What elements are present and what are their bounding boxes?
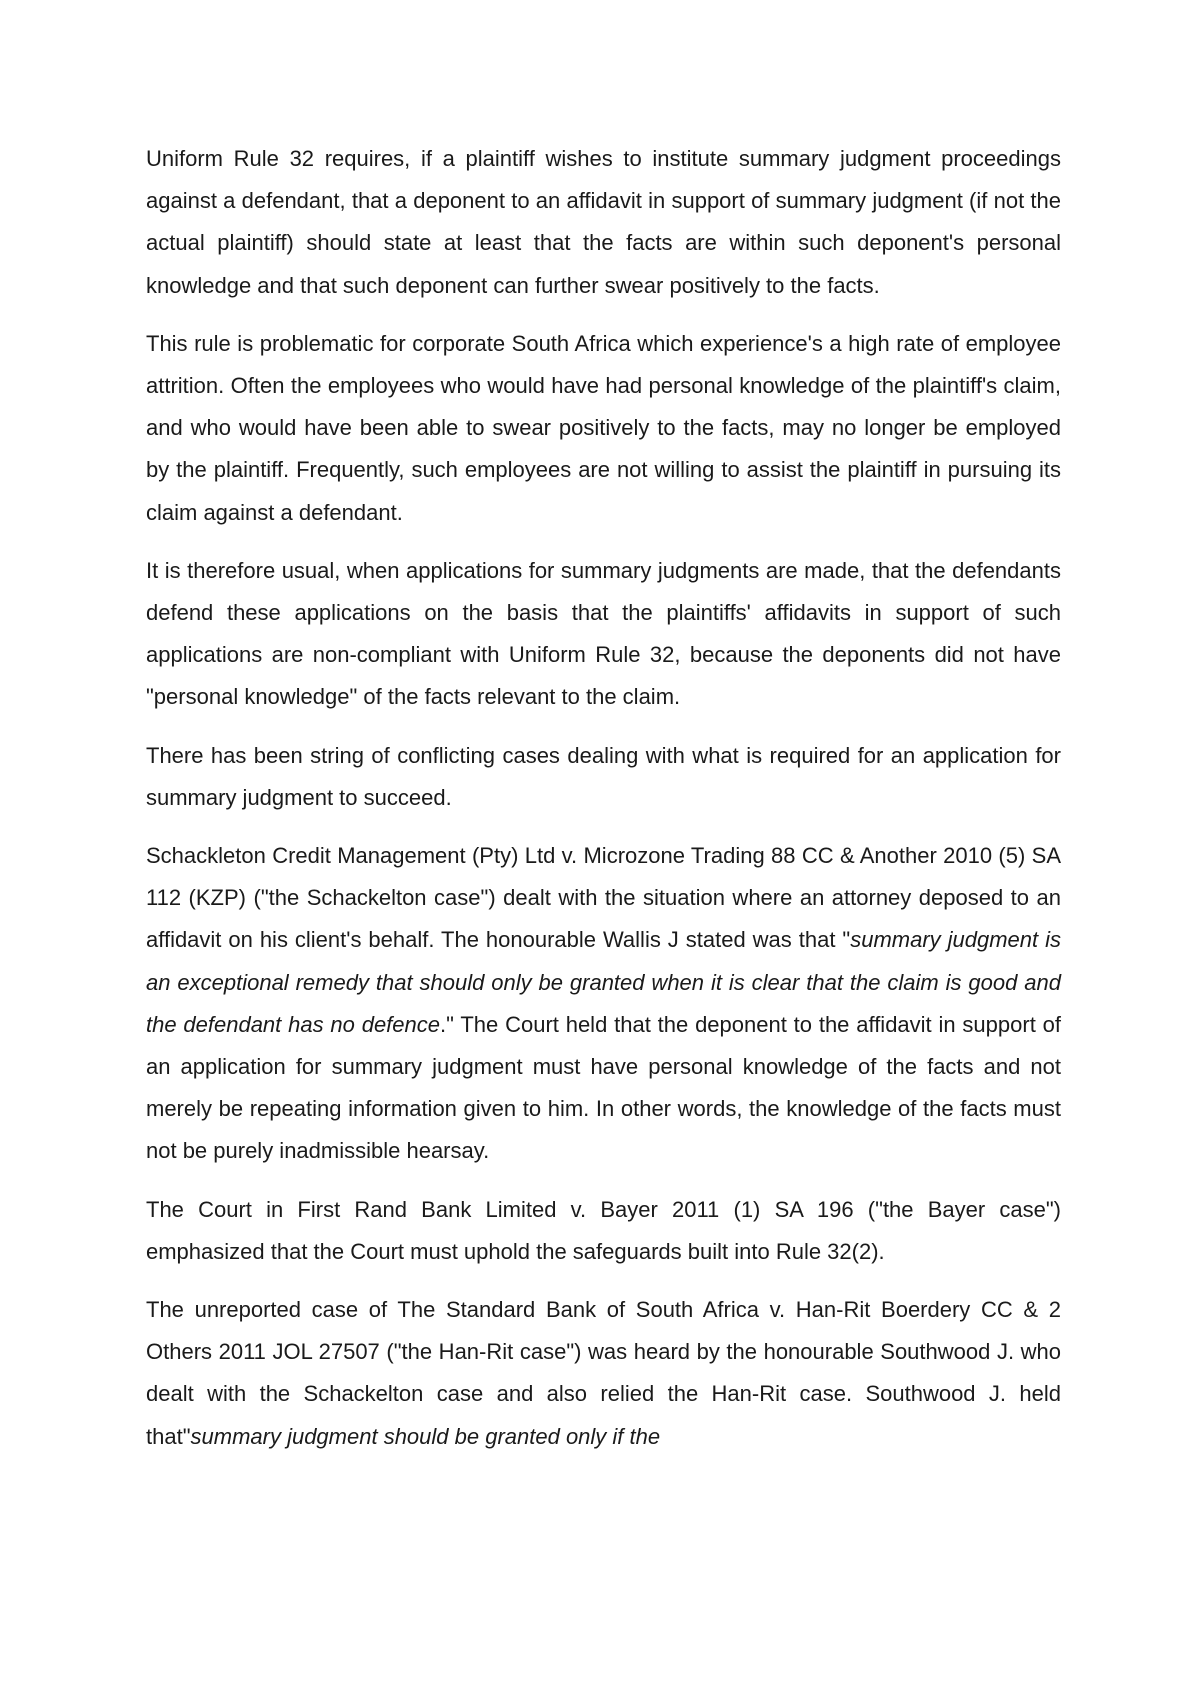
paragraph-7-text-before: The unreported case of The Standard Bank of South Africa v. Han-Rit Boerdery CC & 2 Others 2011 JOL 27507 ("the Han-Rit case") was heard by the honourable Southwood J. who dealt with the Schackelton case and also relied the Han-Rit case. Southwood J. held that" <box>146 1297 1061 1449</box>
paragraph-5-text-before: Schackleton Credit Management (Pty) Ltd v. Microzone Trading 88 CC & Another 2010 (5) SA 112 (KZP) ("the Schackelton case") dealt with the situation where an attorney deposed to an affidavit on his client's behalf. The honourable Wallis J stated was that " <box>146 843 1061 953</box>
paragraph-7 <box>146 1289 1061 1458</box>
paragraph-3: It is therefore usual, when applications for summary judgments are made, that the defendants defend these applications on the basis that the plaintiffs' affidavits in support of such applications are non-compliant with Uniform Rule 32, because the deponents did not have "personal knowledge" of the facts relevant to the claim. <box>146 557 1061 710</box>
wallis-quote: summary judgment is an exceptional remedy that should only be granted when it is clear that the claim is good and the defendant has no defence <box>146 927 1061 1037</box>
document-body <box>146 138 1061 1474</box>
paragraph-1: Uniform Rule 32 requires, if a plaintiff wishes to institute summary judgment proceedings against a defendant, that a deponent to an affidavit in support of summary judgment (if not the actual plaintiff) should state at least that the facts are within such deponent's personal knowledge and that such deponent can further swear positively to the facts. <box>146 146 1061 298</box>
paragraph-6: The Court in First Rand Bank Limited v. Bayer 2011 (1) SA 196 ("the Bayer case") emphasized that the Court must uphold the safeguards built into Rule 32(2). <box>146 1196 1061 1264</box>
paragraph-5-text-after: ." The Court held that the deponent to the affidavit in support of an application for summary judgment must have personal knowledge of the facts and not merely be repeating information given to him. In other words, the knowledge of the facts must not be purely inadmissible hearsay. <box>146 1011 1061 1164</box>
paragraph-5 <box>146 835 1061 1173</box>
paragraph-2: This rule is problematic for corporate South Africa which experience's a high rate of employee attrition. Often the employees who would have had personal knowledge of the plaintiff's claim, and who would have been able to swear positively to the facts, may no longer be employed by the plaintiff. Frequently, such employees are not willing to assist the plaintiff in pursuing its claim against a defendant. <box>146 330 1061 525</box>
paragraph-4: There has been string of conflicting cases dealing with what is required for an application for summary judgment to succeed. <box>146 742 1061 810</box>
southwood-quote: summary judgment should be granted only if the <box>190 1423 661 1449</box>
